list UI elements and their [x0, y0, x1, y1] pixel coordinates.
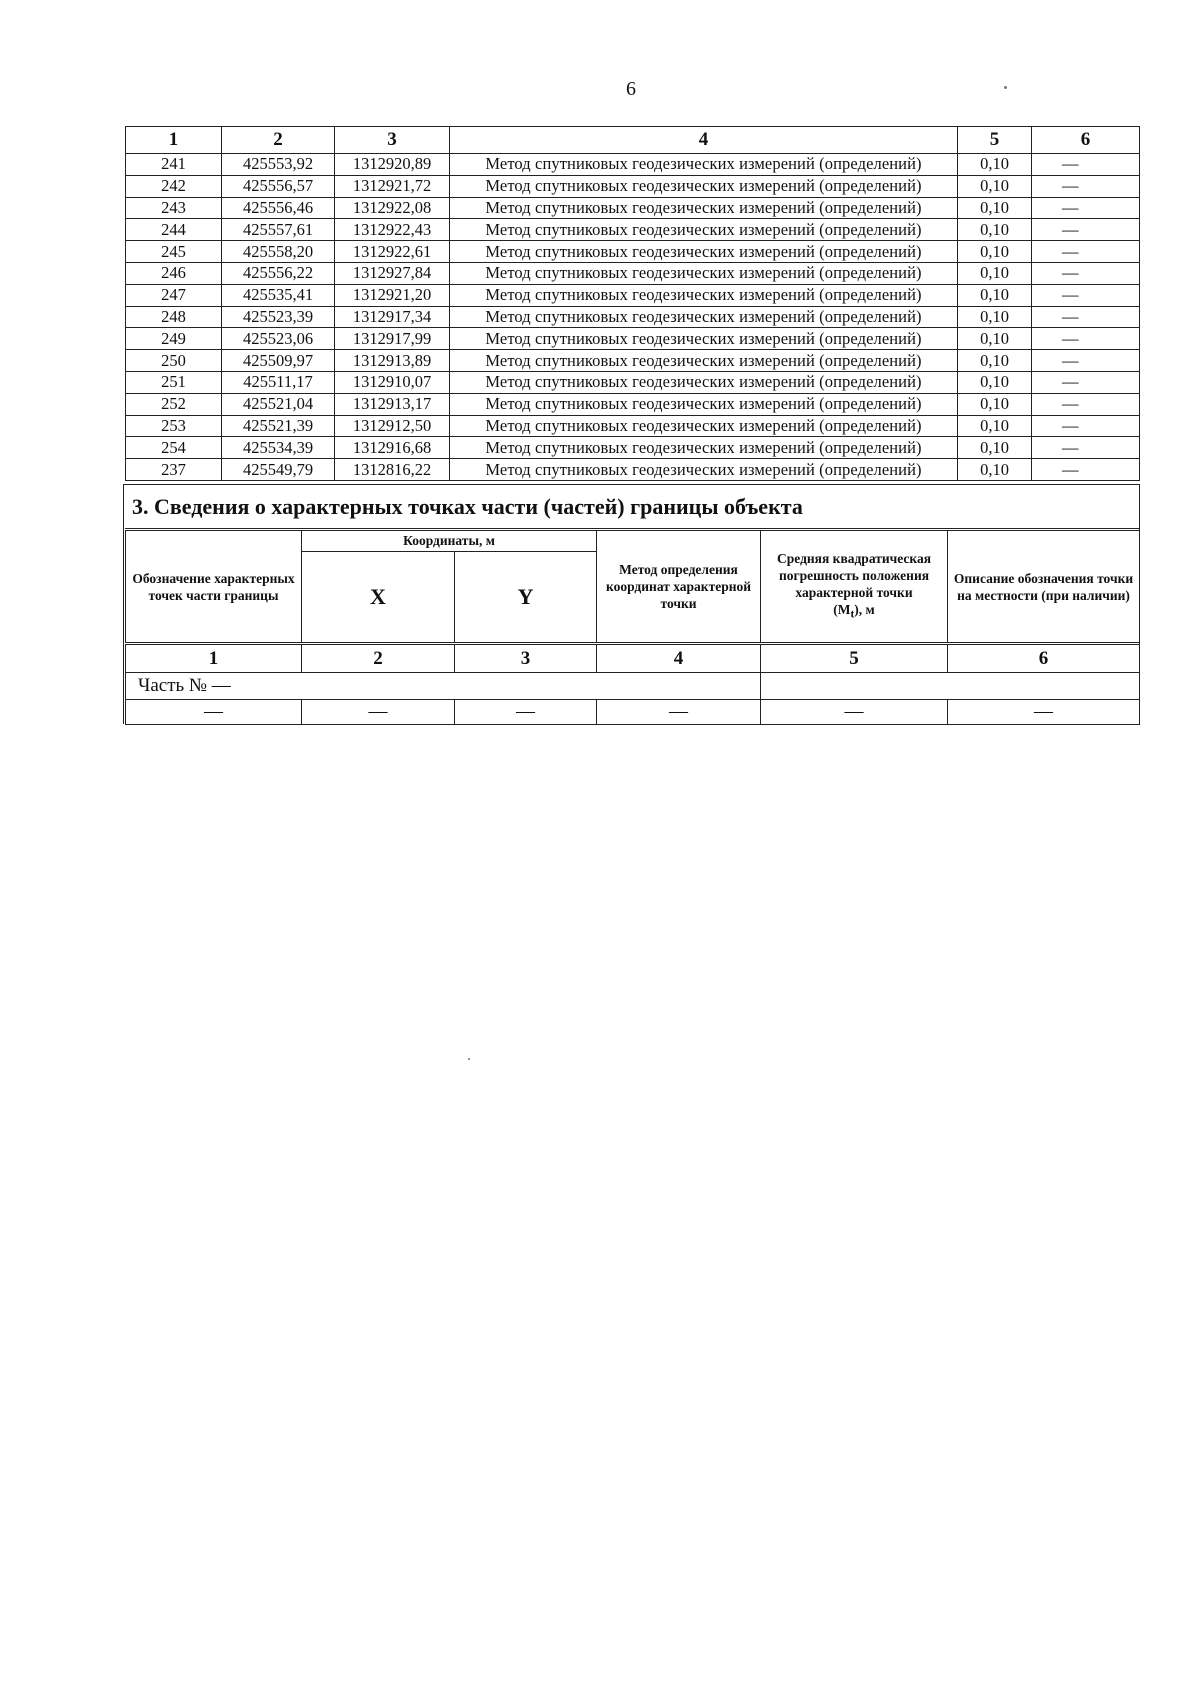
column-number: 6: [948, 644, 1140, 673]
table-row: [126, 437, 1140, 459]
x-coordinate: 425511,17: [222, 371, 335, 393]
method: Метод спутниковых геодезических измерений (определений): [450, 306, 958, 328]
scan-speck: [468, 1058, 470, 1060]
points-table-body: [126, 154, 1140, 481]
accuracy: 0,10: [958, 284, 1032, 306]
point-number: 250: [126, 350, 222, 372]
y-coordinate: 1312913,89: [335, 350, 450, 372]
table-row: [126, 219, 1140, 241]
point-number: 251: [126, 371, 222, 393]
x-coordinate: 425521,04: [222, 393, 335, 415]
table-row: [126, 393, 1140, 415]
designation-header: Обозначение характерных точек части границы: [126, 530, 302, 644]
table-row: [126, 350, 1140, 372]
table-row: [126, 459, 1140, 481]
accuracy: 0,10: [958, 197, 1032, 219]
x-coordinate: 425509,97: [222, 350, 335, 372]
accuracy: 0,10: [958, 415, 1032, 437]
table-row: [126, 371, 1140, 393]
column-header: 2: [222, 127, 335, 154]
method: Метод спутниковых геодезических измерений (определений): [450, 154, 958, 176]
description: —: [1032, 306, 1140, 328]
point-number: 247: [126, 284, 222, 306]
accuracy: 0,10: [958, 350, 1032, 372]
column-header: 3: [335, 127, 450, 154]
y-coordinate: 1312913,17: [335, 393, 450, 415]
empty-cell: —: [761, 700, 948, 725]
error-header: [761, 530, 948, 644]
method: Метод спутниковых геодезических измерений (определений): [450, 262, 958, 284]
column-number: 5: [761, 644, 948, 673]
accuracy: 0,10: [958, 219, 1032, 241]
table-row: [126, 328, 1140, 350]
accuracy: 0,10: [958, 154, 1032, 176]
x-coordinate: 425556,22: [222, 262, 335, 284]
method: Метод спутниковых геодезических измерений (определений): [450, 415, 958, 437]
table-row: [126, 306, 1140, 328]
error-subscript: t: [850, 608, 855, 621]
y-coordinate: 1312920,89: [335, 154, 450, 176]
y-header: Y: [455, 552, 597, 644]
points-table-header: [126, 127, 1140, 154]
table-row: [126, 262, 1140, 284]
description: —: [1032, 393, 1140, 415]
point-number: 242: [126, 175, 222, 197]
x-coordinate: 425523,06: [222, 328, 335, 350]
point-number: 248: [126, 306, 222, 328]
x-coordinate: 425557,61: [222, 219, 335, 241]
empty-cell: —: [455, 700, 597, 725]
description: —: [1032, 241, 1140, 263]
accuracy: 0,10: [958, 306, 1032, 328]
y-coordinate: 1312916,68: [335, 437, 450, 459]
y-coordinate: 1312917,34: [335, 306, 450, 328]
point-number: 254: [126, 437, 222, 459]
point-number: 249: [126, 328, 222, 350]
error-symbol: (M: [833, 601, 851, 617]
column-header: 1: [126, 127, 222, 154]
method: Метод спутниковых геодезических измерений (определений): [450, 393, 958, 415]
accuracy: 0,10: [958, 262, 1032, 284]
description: —: [1032, 175, 1140, 197]
column-number: 2: [302, 644, 455, 673]
x-coordinate: 425553,92: [222, 154, 335, 176]
x-coordinate: 425549,79: [222, 459, 335, 481]
part-row: [126, 673, 1140, 700]
column-number: 1: [126, 644, 302, 673]
scan-speck: [1004, 86, 1007, 89]
part-boundary-table: [125, 528, 1140, 725]
y-coordinate: 1312816,22: [335, 459, 450, 481]
y-coordinate: 1312927,84: [335, 262, 450, 284]
column-header: 6: [1032, 127, 1140, 154]
table-row: [126, 241, 1140, 263]
accuracy: 0,10: [958, 393, 1032, 415]
column-number: 4: [597, 644, 761, 673]
part-empty-row: [126, 700, 1140, 725]
table-row: [126, 415, 1140, 437]
y-coordinate: 1312912,50: [335, 415, 450, 437]
points-table: [125, 126, 1140, 481]
part-empty-cell: [761, 673, 1140, 700]
description: —: [1032, 350, 1140, 372]
method: Метод спутниковых геодезических измерений (определений): [450, 175, 958, 197]
table-row: [126, 175, 1140, 197]
point-number: 237: [126, 459, 222, 481]
x-coordinate: 425535,41: [222, 284, 335, 306]
description: —: [1032, 154, 1140, 176]
method: Метод спутниковых геодезических измерений (определений): [450, 437, 958, 459]
y-coordinate: 1312921,72: [335, 175, 450, 197]
accuracy: 0,10: [958, 437, 1032, 459]
method: Метод спутниковых геодезических измерений (определений): [450, 459, 958, 481]
x-coordinate: 425556,57: [222, 175, 335, 197]
description: —: [1032, 197, 1140, 219]
column-number-row: [126, 644, 1140, 673]
y-coordinate: 1312922,43: [335, 219, 450, 241]
point-number: 243: [126, 197, 222, 219]
x-coordinate: 425521,39: [222, 415, 335, 437]
point-number: 252: [126, 393, 222, 415]
method: Метод спутниковых геодезических измерений (определений): [450, 371, 958, 393]
y-coordinate: 1312917,99: [335, 328, 450, 350]
part-table-header: [126, 530, 1140, 552]
point-number: 246: [126, 262, 222, 284]
x-coordinate: 425556,46: [222, 197, 335, 219]
empty-cell: —: [302, 700, 455, 725]
description: —: [1032, 415, 1140, 437]
point-number: 253: [126, 415, 222, 437]
method: Метод спутниковых геодезических измерений (определений): [450, 219, 958, 241]
x-coordinate: 425534,39: [222, 437, 335, 459]
method: Метод спутниковых геодезических измерений (определений): [450, 197, 958, 219]
x-header: X: [302, 552, 455, 644]
error-unit: ), м: [854, 601, 875, 617]
method: Метод спутниковых геодезических измерений (определений): [450, 284, 958, 306]
y-coordinate: 1312910,07: [335, 371, 450, 393]
description: —: [1032, 459, 1140, 481]
empty-cell: —: [126, 700, 302, 725]
accuracy: 0,10: [958, 371, 1032, 393]
section3-title: 3. Сведения о характерных точках части (частей) границы объекта: [132, 494, 803, 519]
method: Метод спутниковых геодезических измерений (определений): [450, 241, 958, 263]
accuracy: 0,10: [958, 459, 1032, 481]
description-header: Описание обозначения точки на местности (при наличии): [948, 530, 1140, 644]
column-number: 3: [455, 644, 597, 673]
page-number: 6: [626, 78, 636, 100]
y-coordinate: 1312922,61: [335, 241, 450, 263]
x-coordinate: 425523,39: [222, 306, 335, 328]
point-number: 244: [126, 219, 222, 241]
description: —: [1032, 262, 1140, 284]
accuracy: 0,10: [958, 175, 1032, 197]
table-row: [126, 197, 1140, 219]
accuracy: 0,10: [958, 241, 1032, 263]
column-header: 4: [450, 127, 958, 154]
method-header: Метод определения координат характерной точки: [597, 530, 761, 644]
accuracy: 0,10: [958, 328, 1032, 350]
empty-cell: —: [597, 700, 761, 725]
table-row: [126, 284, 1140, 306]
y-coordinate: 1312922,08: [335, 197, 450, 219]
method: Метод спутниковых геодезических измерений (определений): [450, 328, 958, 350]
column-header: 5: [958, 127, 1032, 154]
description: —: [1032, 284, 1140, 306]
table-row: [126, 154, 1140, 176]
description: —: [1032, 371, 1140, 393]
description: —: [1032, 437, 1140, 459]
point-number: 245: [126, 241, 222, 263]
point-number: 241: [126, 154, 222, 176]
description: —: [1032, 219, 1140, 241]
y-coordinate: 1312921,20: [335, 284, 450, 306]
method: Метод спутниковых геодезических измерений (определений): [450, 350, 958, 372]
description: —: [1032, 328, 1140, 350]
coordinates-header: Координаты, м: [302, 530, 597, 552]
x-coordinate: 425558,20: [222, 241, 335, 263]
error-header-text: Средняя квадратическая погрешность положения характерной точки: [777, 550, 932, 600]
empty-cell: —: [948, 700, 1140, 725]
part-label: Часть № —: [126, 673, 761, 700]
